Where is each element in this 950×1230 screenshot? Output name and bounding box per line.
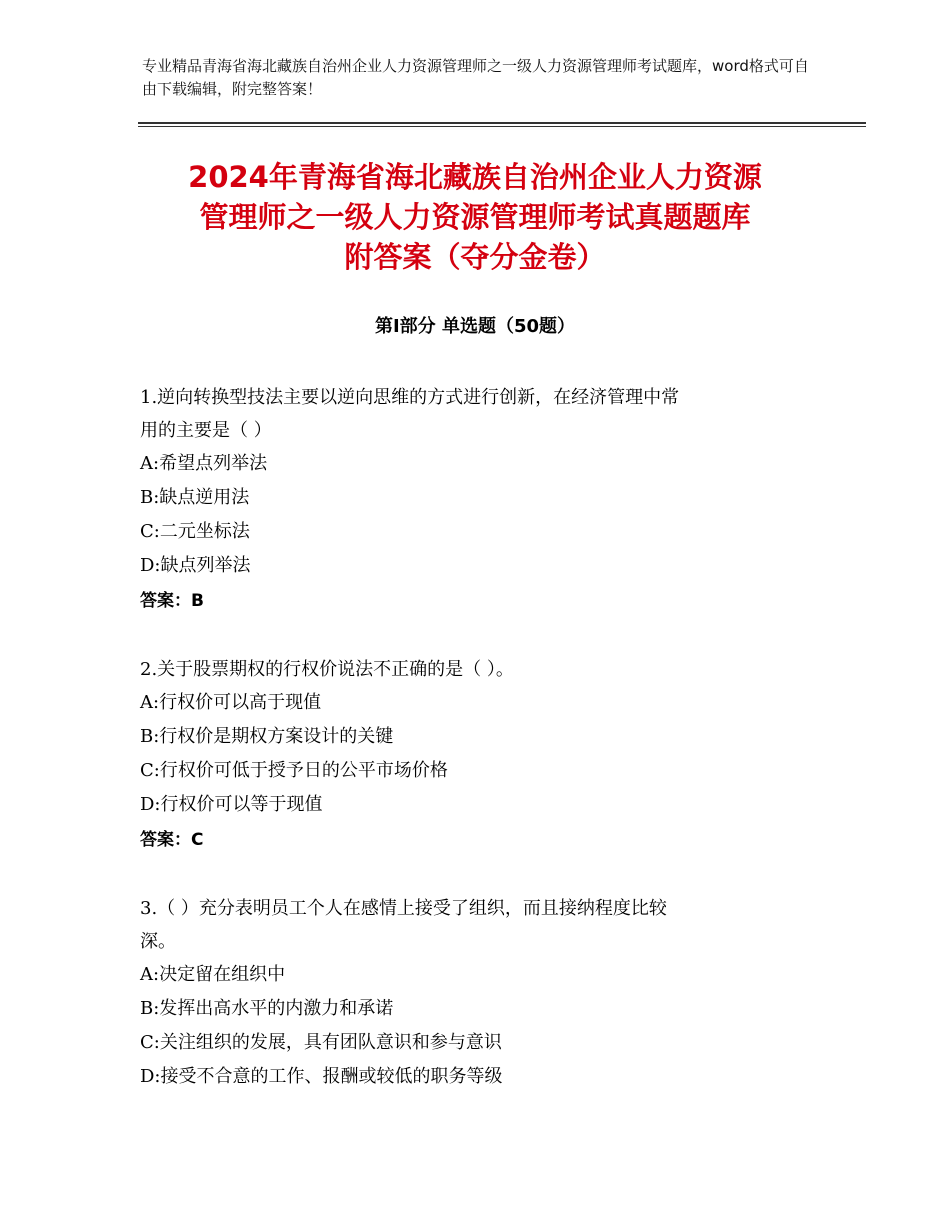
option-d: D:接受不合意的工作、报酬或较低的职务等级 [140,1066,503,1087]
option-a: A:行权价可以高于现值 [140,692,322,713]
option-b: B:行权价是期权方案设计的关键 [140,726,394,747]
option-b: B:发挥出高水平的内激力和承诺 [140,998,394,1019]
option-d: D:缺点列举法 [140,555,251,576]
option-a: A:决定留在组织中 [140,964,286,985]
header-divider [138,122,866,124]
question-1 [140,381,820,619]
option-d: D:行权价可以等于现值 [140,794,323,815]
section-heading: 第Ⅰ部分 单选题（50题） [374,316,575,337]
option-b: B:缺点逆用法 [140,487,250,508]
question-stem: 3.（ ）充分表明员工个人在感情上接受了组织，而且接纳程度比较 [140,898,667,919]
question-stem: 2.关于股票期权的行权价说法不正确的是（ ）。 [140,659,514,680]
question-stem: 深。 [140,931,176,952]
answer: 答案：B [140,591,204,611]
question-stem: 用的主要是（ ） [140,420,272,441]
question-3 [140,892,820,1094]
option-c: C:关注组织的发展，具有团队意识和参与意识 [140,1032,502,1053]
option-c: C:二元坐标法 [140,521,250,542]
document-header-note: 专业精品青海省海北藏族自治州企业人力资源管理师之一级人力资源管理师考试题库，word格式可自由下载编辑，附完整答案！ [142,57,809,98]
document-title [100,157,850,277]
option-a: A:希望点列举法 [140,453,268,474]
title-line-3: 附答案（夺分金卷） [344,240,606,274]
answer: 答案：C [140,830,204,850]
question-stem: 1.逆向转换型技法主要以逆向思维的方式进行创新，在经济管理中常 [140,387,680,408]
header-divider-thin [138,126,866,127]
title-line-2: 管理师之一级人力资源管理师考试真题题库 [199,200,751,234]
option-c: C:行权价可低于授予日的公平市场价格 [140,760,448,781]
question-2 [140,653,820,858]
title-line-1: 2024年青海省海北藏族自治州企业人力资源 [188,160,762,194]
